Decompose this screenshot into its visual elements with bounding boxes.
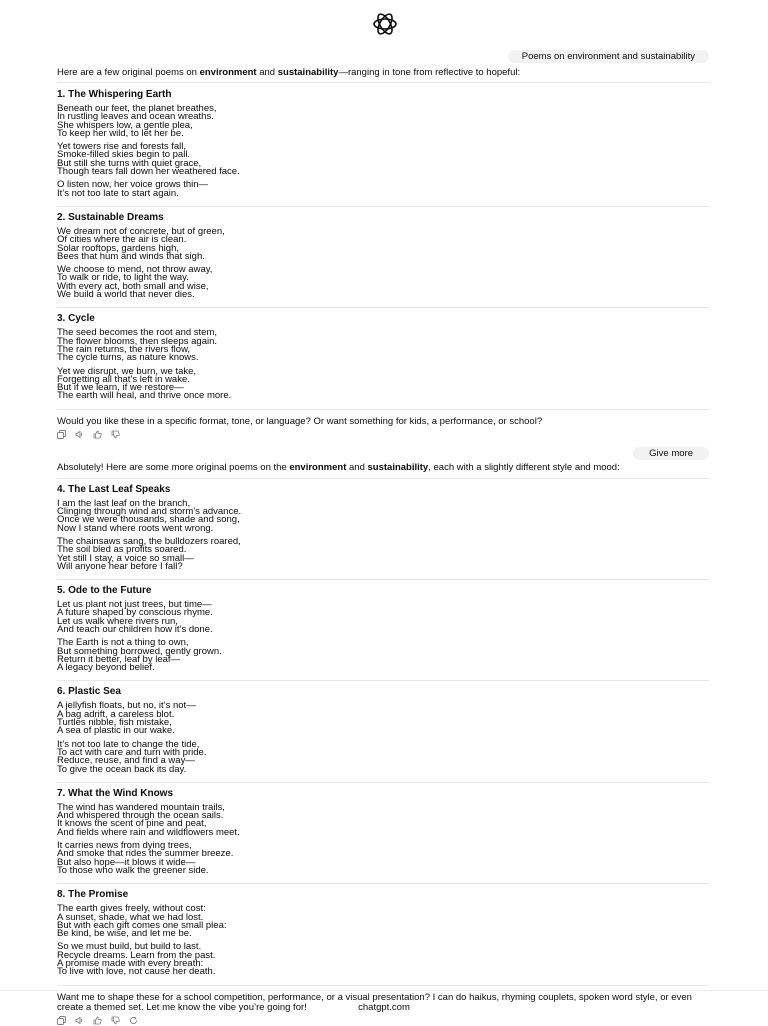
user-message-bubble: Give more [633, 447, 709, 460]
poem-line: Be kind, be wise, and let me be. [57, 928, 192, 940]
poem-line: A legacy beyond belief. [57, 662, 155, 674]
stanza [57, 497, 709, 534]
poem-line: But something borrowed, gently grown. [57, 645, 222, 657]
poem-line: The rain returns, the rivers flow, [57, 343, 191, 355]
poem-line: Now I stand where roots went wrong. [57, 522, 214, 534]
poem-line: And teach our children how it’s done. [57, 623, 213, 635]
intro-bold: environment [199, 67, 257, 78]
poem-line: It’s not too late to change the tide, [57, 738, 200, 750]
poem-line: The cycle turns, as nature knows. [57, 352, 199, 364]
poem-title: 8. The Promise [57, 889, 129, 901]
stanza [57, 266, 709, 299]
poem-line: It knows the scent of pine and peat, [57, 818, 207, 830]
poem-line: The flower blooms, then sleeps again. [57, 335, 218, 347]
assistant-closing: Would you like these in a specific format, tone, or language? Or want something for kids, a performance, or school? [57, 415, 543, 427]
stanza [57, 535, 709, 572]
stanza [57, 601, 709, 634]
poem-line: Solar rooftops, gardens high, [57, 242, 179, 254]
intro-text: Here are a few original poems on [57, 67, 200, 78]
chatgpt-logo-icon [372, 11, 398, 37]
stanza [57, 738, 709, 775]
stanza [57, 105, 709, 138]
poem-line: The Earth is not a thing to own, [57, 637, 189, 649]
poem-line: And fields where rain and wildflowers meet. [57, 826, 240, 838]
poem-line: So we must build, but build to last. [57, 941, 202, 953]
intro-text: and [346, 461, 368, 473]
poem-line: To those who walk the greener side. [57, 864, 209, 876]
poem-line: We dream not of concrete, but of green, [57, 225, 225, 237]
poem-line: O listen now, her voice grows thin— [57, 179, 209, 191]
thumbs-up-icon[interactable] [93, 430, 102, 439]
poem-line: A sea of plastic in our wake. [57, 725, 175, 737]
poem-title: 5. Ode to the Future [57, 585, 152, 597]
poem-line: Let us walk where rivers run, [57, 615, 178, 627]
intro-bold: sustainability [277, 67, 339, 78]
poem-line: We build a world that never dies. [57, 289, 195, 301]
poem-line: It’s not too late to start again. [57, 187, 179, 199]
poem-line: The chainsaws sang, the bulldozers roared, [57, 535, 241, 547]
stanza [57, 801, 709, 838]
poem [57, 313, 709, 400]
poem-line: To keep her wild, to let her be. [57, 127, 184, 139]
poem-line: To give the ocean back its day. [57, 763, 187, 775]
stanza [57, 943, 709, 976]
poem-line: But if we learn, if we restore— [57, 382, 184, 394]
poem-line: I am the last leaf on the branch, [57, 497, 191, 509]
poem-line: The soil bled as profits soared. [57, 544, 187, 556]
stanza [57, 639, 709, 672]
intro-text: —ranging in tone from reflective to hopeful: [338, 67, 521, 78]
poem-line: The earth will heal, and thrive once more. [57, 390, 232, 402]
poem-line: A future shaped by conscious rhyme. [57, 607, 213, 619]
user-message-row [57, 447, 709, 460]
poem [57, 889, 709, 976]
stanza [57, 842, 709, 875]
poem-title: 7. What the Wind Knows [57, 787, 174, 799]
stanza [57, 905, 709, 938]
poem-line: The earth gives freely, without cost: [57, 903, 206, 915]
intro-text: and [256, 67, 278, 78]
speaker-icon[interactable] [75, 430, 84, 439]
poem-line: Recycle dreams. Learn from the past. [57, 949, 216, 961]
poem-line: But also hope—it blows it wide— [57, 856, 196, 868]
stanza [57, 225, 709, 262]
poem-line: A bag adrift, a careless blot. [57, 708, 175, 720]
poem [57, 788, 709, 875]
copy-icon[interactable] [57, 430, 66, 439]
poem [57, 585, 709, 672]
poem-line: Yet towers rise and forests fall, [57, 141, 187, 153]
poem-title: 4. The Last Leaf Speaks [57, 483, 171, 495]
poem-line: Let us plant not just trees, but time— [57, 599, 212, 611]
intro-text: , each with a slightly different style and mood: [428, 461, 620, 473]
poem [57, 484, 709, 571]
poem-line: She whispers low, a gentle plea, [57, 119, 193, 131]
poem-line: Return it better, leaf by leaf— [57, 653, 181, 665]
poem-line: Of cities where the air is clean. [57, 234, 187, 246]
footer-domain: chatgpt.com [0, 990, 768, 1025]
poem-line: Yet we disrupt, we burn, we take, [57, 365, 197, 377]
stanza [57, 329, 709, 362]
poem-line: Will anyone hear before I fall? [57, 560, 183, 572]
intro-bold: environment [289, 461, 347, 473]
poem-line: To live with love, not cause her death. [57, 966, 216, 978]
poem-line: We choose to mend, not throw away, [57, 264, 213, 276]
poem-line: It carries news from dying trees, [57, 840, 192, 852]
poem-line: Yet still I stay, a voice so small— [57, 552, 194, 564]
poem-line: Beneath our feet, the planet breathes, [57, 103, 217, 114]
poem-title: 1. The Whispering Earth [57, 89, 172, 100]
poem [57, 89, 709, 198]
poem-line: Clinging through wind and storm’s advance. [57, 506, 242, 518]
intro-bold: sustainability [367, 461, 429, 473]
poem-line: Reduce, reuse, and find a way— [57, 755, 195, 767]
poem-line: Though tears fall down her weathered face. [57, 166, 240, 178]
poem [57, 686, 709, 773]
thumbs-down-icon[interactable] [111, 430, 120, 439]
poem-line: In rustling leaves and ocean wreaths. [57, 111, 214, 123]
poem-line: Bees that hum and winds that sigh. [57, 250, 205, 262]
poem-line: And smoke that rides the summer breeze. [57, 848, 234, 860]
poem-line: And whispered through the ocean sails. [57, 810, 224, 822]
poem-line: With every act, both small and wise, [57, 280, 209, 292]
intro-text: Absolutely! Here are some more original poems on the [57, 461, 290, 473]
poem-line: Turtles nibble, fish mistake, [57, 717, 172, 729]
stanza [57, 702, 709, 735]
poem-title: 6. Plastic Sea [57, 686, 121, 698]
poem-line: But still she turns with quiet grace, [57, 157, 202, 169]
poem [57, 212, 709, 299]
assistant-intro [57, 463, 709, 473]
poem-line: Forgetting all that’s left in wake. [57, 373, 190, 385]
poem-line: To walk or ride, to light the way. [57, 272, 189, 284]
poem-line: Once we were thousands, shade and song, [57, 514, 240, 526]
poem-line: The wind has wandered mountain trails, [57, 801, 225, 813]
poem-line: A promise made with every breath: [57, 958, 204, 969]
message-actions [57, 430, 709, 440]
poem-line: The seed becomes the root and stem, [57, 327, 218, 339]
poem-title: 2. Sustainable Dreams [57, 211, 164, 223]
poem-line: Smoke-filled skies begin to pall. [57, 149, 191, 161]
stanza [57, 143, 709, 176]
poem-title: 3. Cycle [57, 313, 95, 325]
poem-line: A jellyfish floats, but no, it’s not— [57, 700, 196, 712]
conversation [57, 50, 709, 1026]
user-message-bubble: Poems on environment and sustainability [508, 50, 709, 63]
poem-line: To act with care and turn with pride. [57, 746, 207, 758]
user-message-row [57, 50, 709, 63]
poem-line: But with each gift comes one small plea: [57, 919, 227, 931]
poem-line: A sunset, shade, what we had lost. [57, 911, 204, 923]
assistant-intro [57, 68, 709, 78]
stanza [57, 365, 709, 402]
stanza [57, 181, 709, 198]
assistant-closing: Want me to shape these for a school competition, performance, or a visual presentation? I can do haikus, rhyming couplets, spoken word style, or even create a themed set. Let me know the vibe you’re going for! [57, 991, 692, 1013]
